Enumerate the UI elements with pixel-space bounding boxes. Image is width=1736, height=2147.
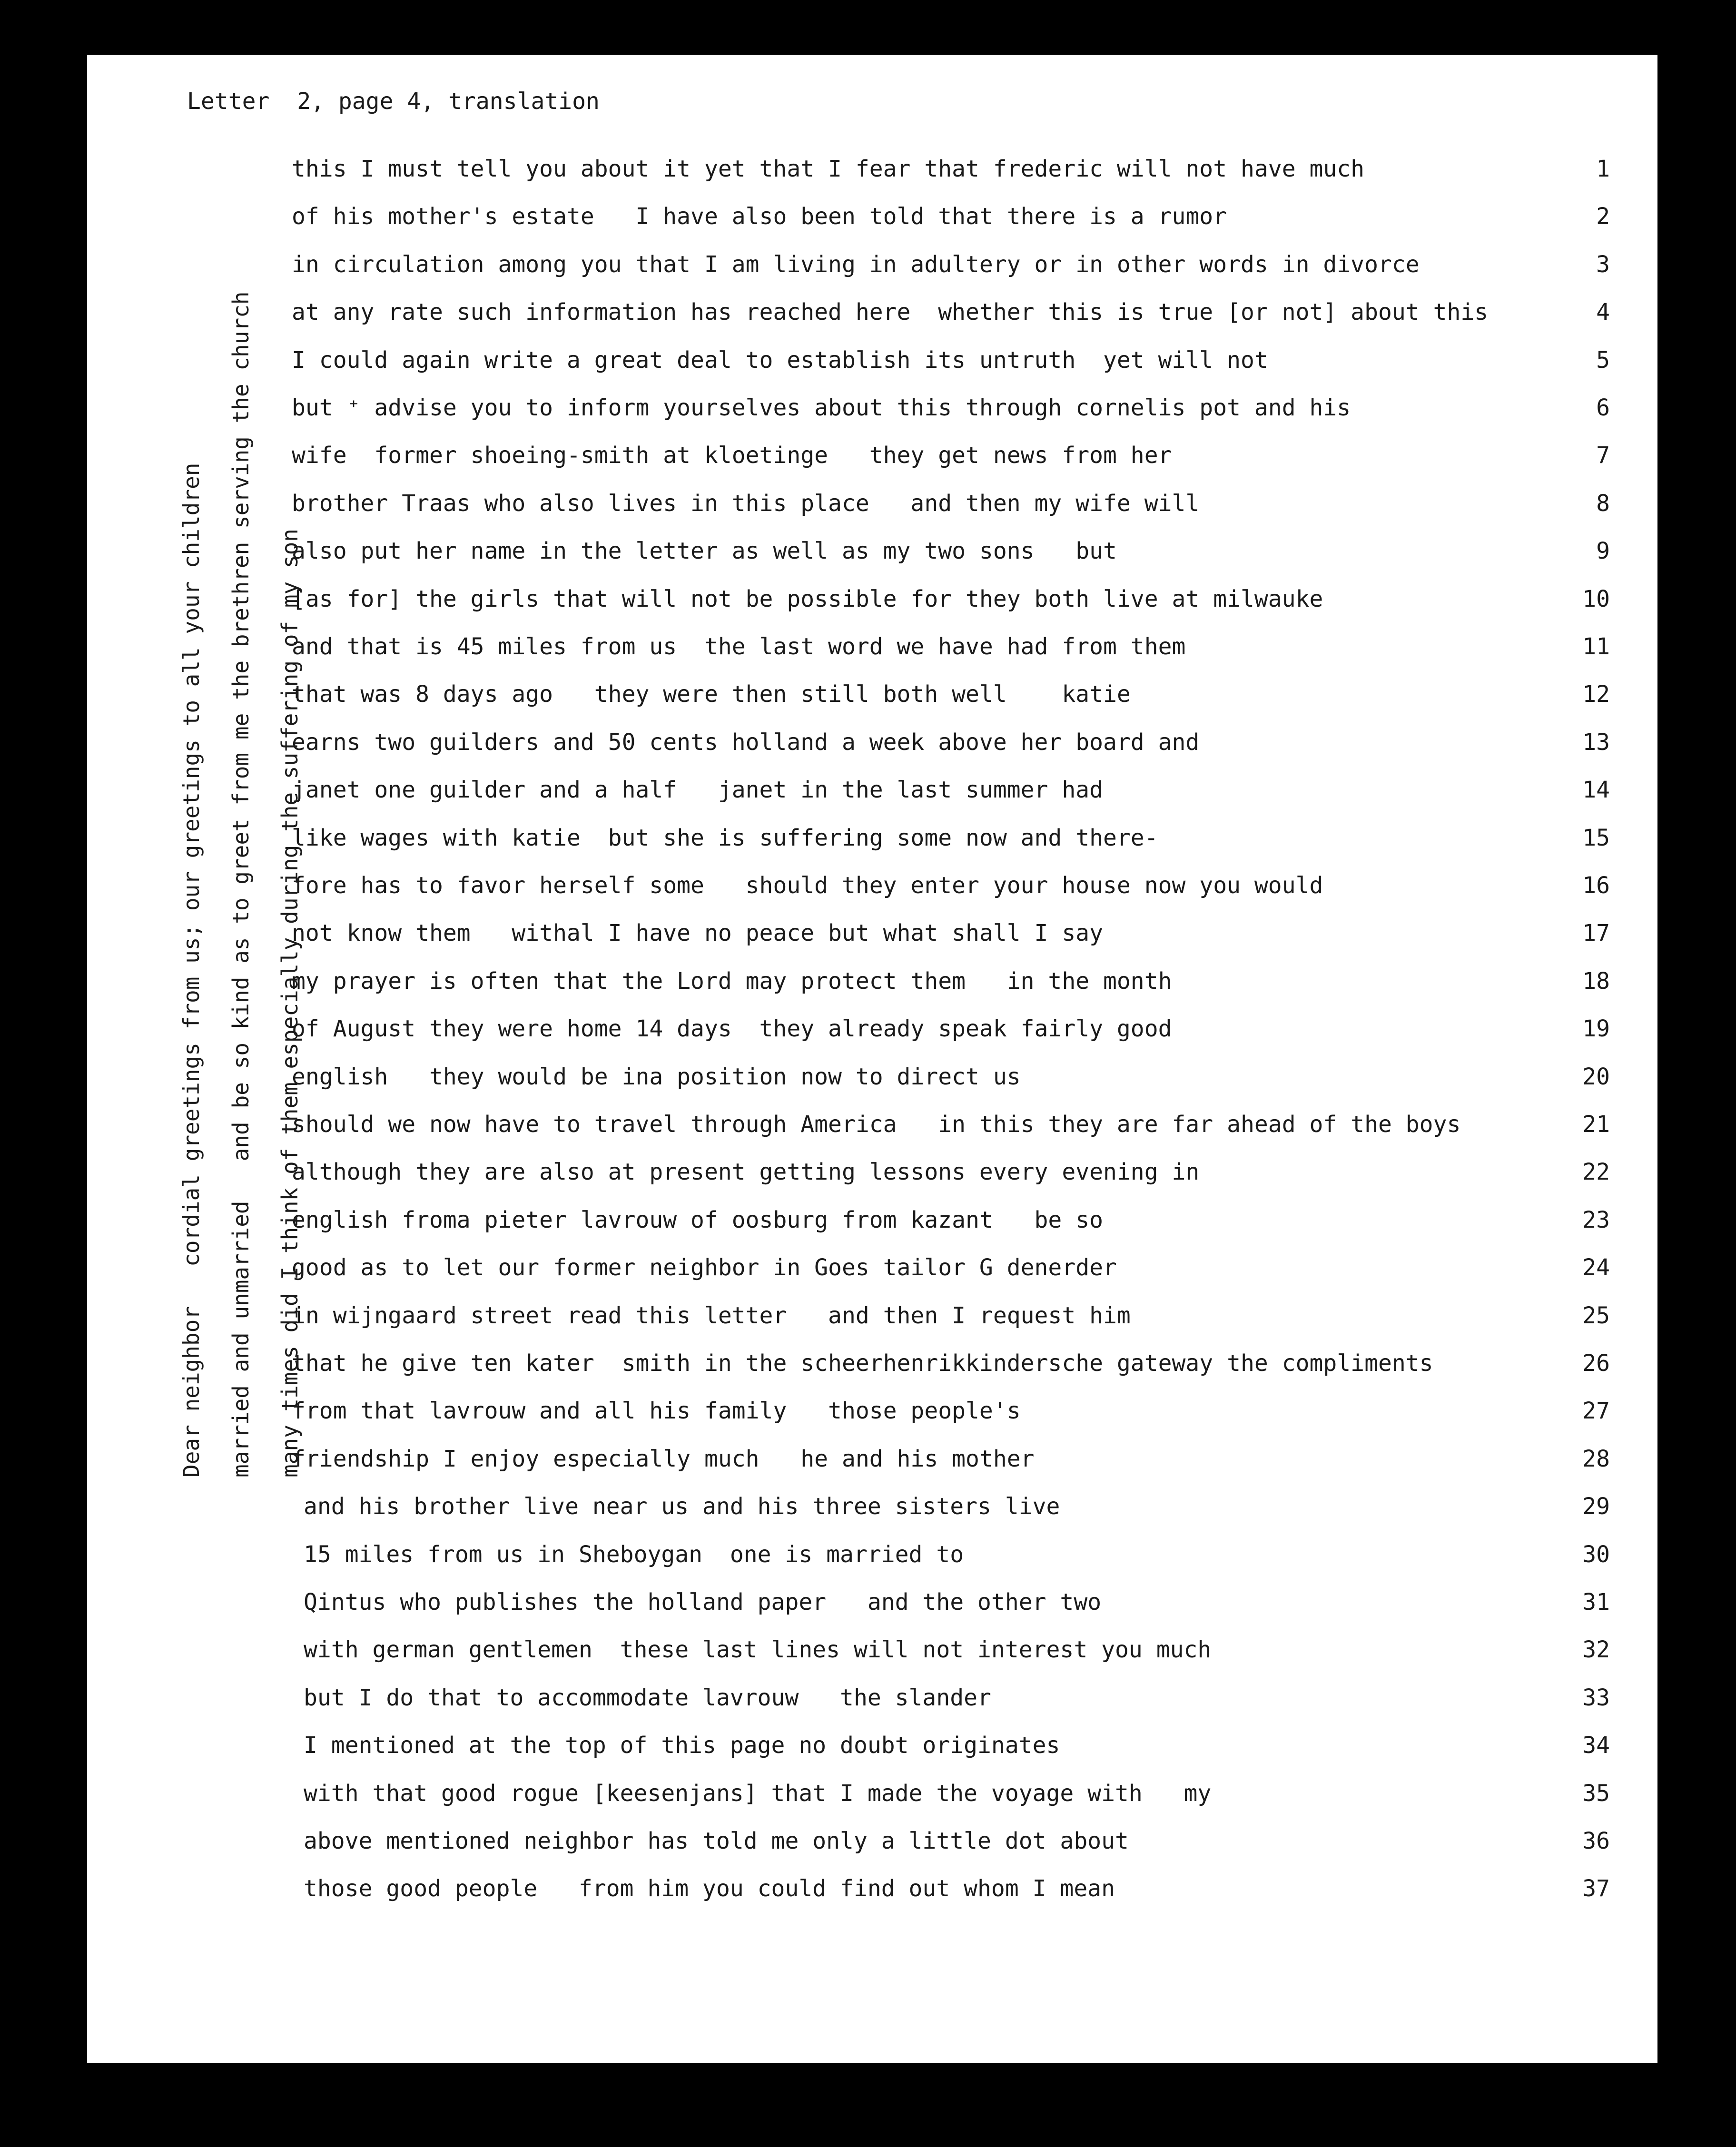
line-number: 32 [1582,1636,1610,1664]
line-text: I could again write a great deal to establish its untruth yet will not [292,346,1268,374]
line-text: 15 miles from us in Sheboygan one is married to [304,1541,964,1568]
line-text: but ⁺ advise you to inform yourselves about this through cornelis pot and his [292,394,1351,421]
line-text: this I must tell you about it yet that I fear that frederic will not have much [292,156,1365,182]
line-text: my prayer is often that the Lord may protect them in the month [292,967,1172,995]
line-number: 29 [1582,1493,1610,1520]
line-text: like wages with katie but she is suffering some now and there- [292,824,1158,851]
line-text: should we now have to travel through America in this they are far ahead of the boys [292,1111,1461,1138]
line-number: 30 [1582,1541,1610,1568]
margin-note-2: married and unmarried and be so kind as to greet from me the brethren serving the church [228,291,254,1477]
line-text: and his brother live near us and his three sisters live [304,1493,1060,1520]
line-number: 17 [1582,920,1610,947]
line-number: 25 [1582,1302,1610,1329]
line-text: friendship I enjoy especially much he and his mother [292,1445,1035,1472]
line-number: 23 [1582,1206,1610,1233]
line-number: 24 [1582,1254,1610,1281]
line-text: earns two guilders and 50 cents holland a week above her board and [292,729,1200,756]
line-number: 22 [1582,1159,1610,1186]
line-number: 14 [1582,777,1610,804]
line-number: 31 [1582,1589,1610,1615]
line-text: above mentioned neighbor has told me only a little dot about [304,1828,1129,1854]
letter-page [87,55,1657,2063]
margin-note-3: many times did I think of them especially during the suffering of my son [277,529,303,1477]
line-number: 13 [1582,729,1610,756]
line-text: I mentioned at the top of this page no doubt originates [304,1732,1060,1759]
line-number: 6 [1596,394,1610,421]
line-number: 28 [1582,1445,1610,1472]
line-number: 20 [1582,1063,1610,1090]
page-header: Letter 2, page 4, translation [187,88,600,115]
line-text: janet one guilder and a half janet in the last summer had [292,777,1104,804]
line-text: with that good rogue [keesenjans] that I made the voyage with my [304,1780,1212,1807]
line-text: brother Traas who also lives in this place and then my wife will [292,490,1200,517]
line-number: 10 [1582,585,1610,612]
line-number: 36 [1582,1828,1610,1854]
line-number: 16 [1582,872,1610,899]
line-text: not know them withal I have no peace but what shall I say [292,920,1104,947]
line-text: of his mother's estate I have also been told that there is a rumor [292,203,1227,230]
line-number: 26 [1582,1350,1610,1377]
line-text: that he give ten kater smith in the scheerhenrikkindersche gateway the compliments [292,1350,1433,1377]
line-number: 21 [1582,1111,1610,1138]
line-text: with german gentlemen these last lines will not interest you much [304,1636,1212,1664]
line-number: 1 [1596,156,1610,182]
line-number: 12 [1582,681,1610,708]
line-number: 15 [1582,824,1610,851]
line-text: fore has to favor herself some should they enter your house now you would [292,872,1323,899]
line-text: also put her name in the letter as well as my two sons but [292,538,1117,565]
line-text: at any rate such information has reached here whether this is true [or not] about this [292,299,1489,326]
line-text: from that lavrouw and all his family those people's [292,1398,1021,1425]
line-text: good as to let our former neighbor in Goes tailor G denerder [292,1254,1117,1281]
line-text: although they are also at present getting lessons every evening in [292,1159,1200,1186]
line-number: 19 [1582,1015,1610,1043]
line-number: 11 [1582,633,1610,660]
line-number: 27 [1582,1398,1610,1425]
line-number: 33 [1582,1684,1610,1711]
line-number: 35 [1582,1780,1610,1807]
line-number: 34 [1582,1732,1610,1759]
line-text: english froma pieter lavrouw of oosburg from kazant be so [292,1206,1104,1233]
margin-note-1: Dear neighbor cordial greetings from us; our greetings to all your children [178,463,204,1477]
line-number: 8 [1596,490,1610,517]
line-number: 18 [1582,967,1610,995]
line-number: 5 [1596,346,1610,374]
line-number: 2 [1596,203,1610,230]
line-text: Qintus who publishes the holland paper and the other two [304,1589,1102,1615]
line-number: 3 [1596,251,1610,278]
line-text: english they would be ina position now to direct us [292,1063,1021,1090]
line-text: and that is 45 miles from us the last word we have had from them [292,633,1186,660]
line-text: in circulation among you that I am living in adultery or in other words in divorce [292,251,1420,278]
line-text: that was 8 days ago they were then still both well katie [292,681,1131,708]
line-text: of August they were home 14 days they already speak fairly good [292,1015,1172,1043]
line-text: those good people from him you could find out whom I mean [304,1875,1115,1902]
line-number: 9 [1596,538,1610,565]
line-text: wife former shoeing-smith at kloetinge they get news from her [292,442,1172,469]
line-text: but I do that to accommodate lavrouw the slander [304,1684,991,1711]
line-number: 4 [1596,299,1610,326]
line-text: in wijngaard street read this letter and then I request him [292,1302,1131,1329]
line-number: 37 [1582,1875,1610,1902]
line-number: 7 [1596,442,1610,469]
line-text: [as for] the girls that will not be possible for they both live at milwauke [292,585,1323,612]
